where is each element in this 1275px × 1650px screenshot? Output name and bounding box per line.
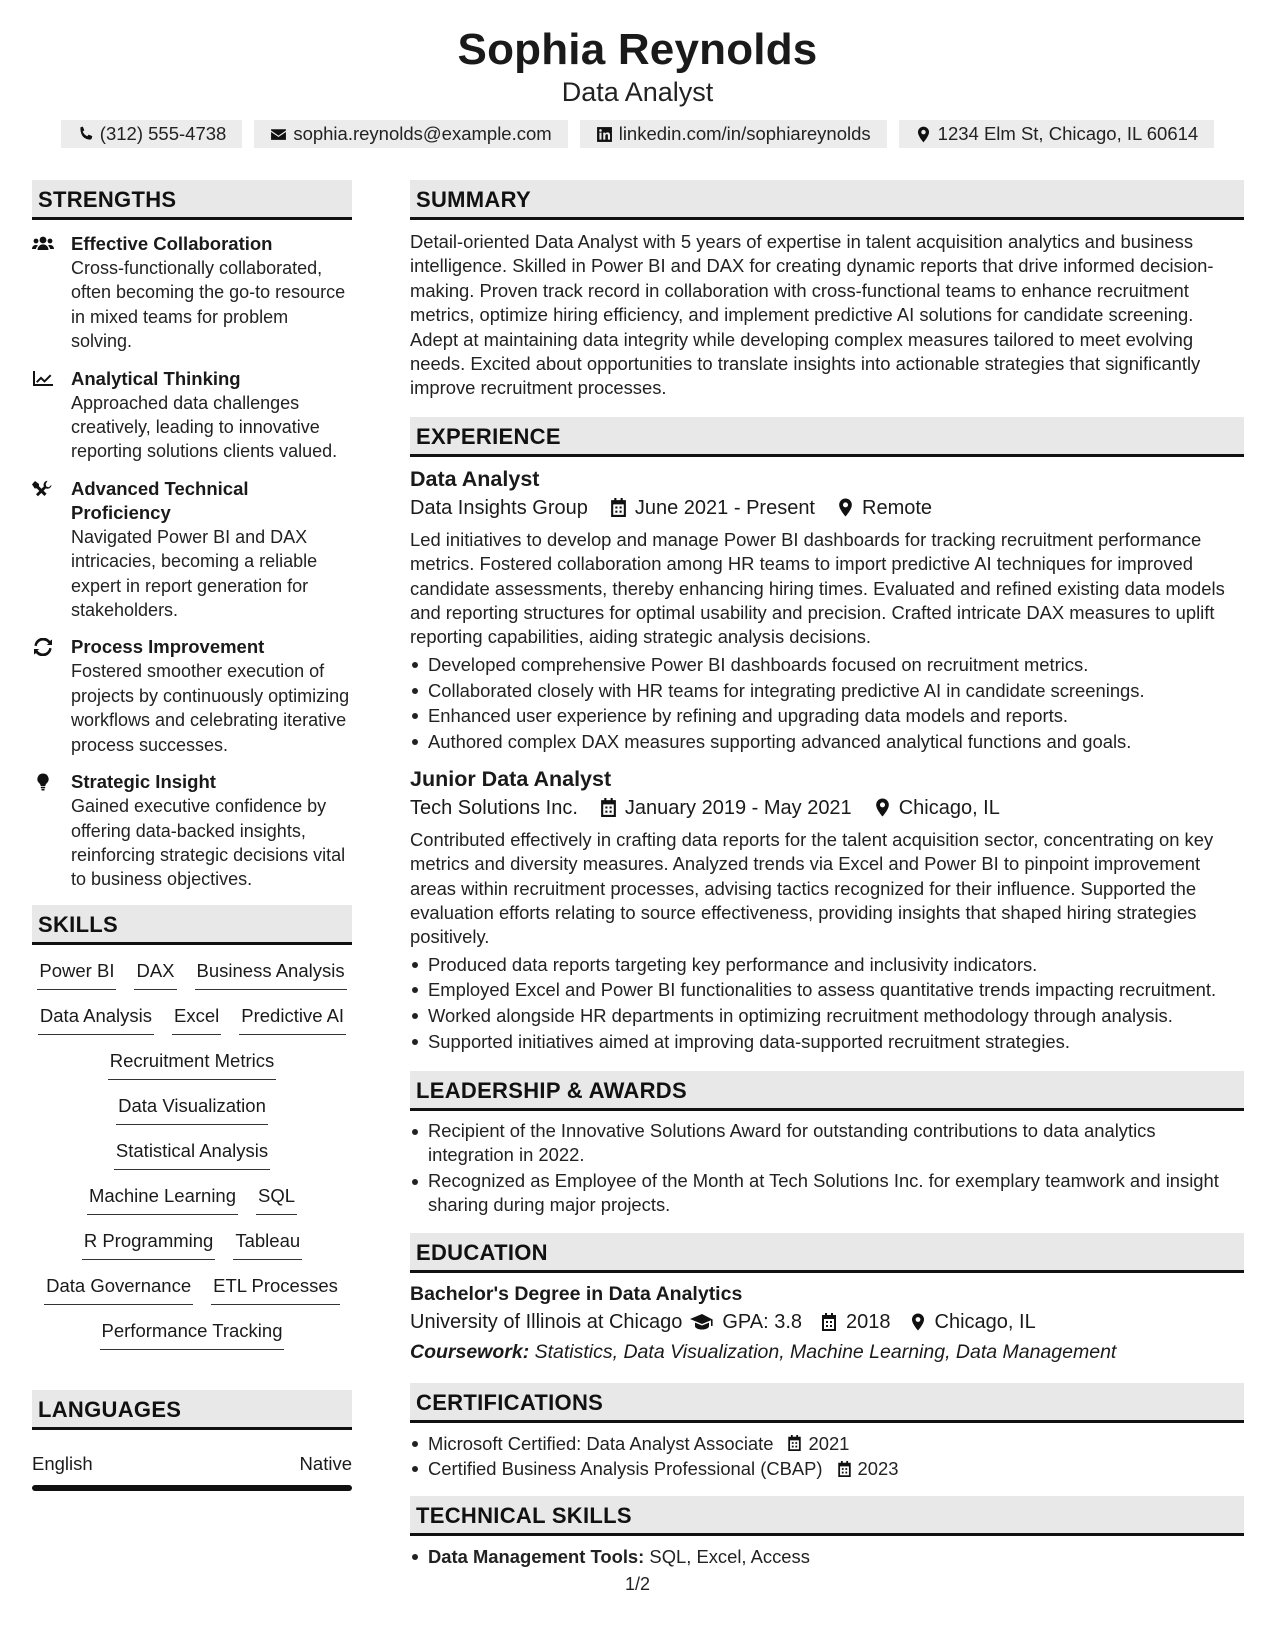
skills-list — [32, 959, 352, 1364]
strength-title: Process Improvement — [71, 636, 265, 658]
technical-skills-heading: TECHNICAL SKILLS — [410, 1496, 1244, 1536]
candidate-name: Sophia Reynolds — [457, 25, 818, 74]
cert-name: Microsoft Certified: Data Analyst Associate — [428, 1432, 774, 1454]
phone-icon — [77, 126, 94, 143]
contact-email[interactable] — [254, 120, 567, 148]
experience-heading: EXPERIENCE — [410, 417, 1244, 457]
job-company: Data Insights Group — [410, 496, 588, 519]
strength-desc: Fostered smoother execution of projects by continuously optimizing workflows and celebrating iterative process successes. — [71, 661, 350, 755]
technical-skills-list — [410, 1544, 1244, 1570]
list-item — [410, 1431, 1244, 1457]
job-entry — [410, 765, 1244, 1055]
skill-tag: Performance Tracking — [100, 1319, 285, 1350]
strength-item — [32, 477, 352, 623]
left-column — [32, 180, 352, 1491]
contact-address — [899, 120, 1215, 148]
map-marker-icon — [837, 498, 854, 517]
job-description: Contributed effectively in crafting data reports for the talent acquisition sector, concentrating on key metrics and diversity measures. Analyzed trends via Excel and Power BI to pinpoint improvement areas within recruitment processes, advising tactics recognized for their influence. Supported the evaluation efforts relating to source effectiveness, providing insights that shaped hiring strategies positively. — [410, 828, 1214, 948]
skill-tag: Data Governance — [44, 1274, 193, 1305]
list-item — [410, 1456, 1244, 1482]
list-item: Produced data reports targeting key performance and inclusivity indicators. — [410, 952, 1244, 978]
linkedin-text: linkedin.com/in/sophiareynolds — [618, 123, 871, 144]
cert-year: 2021 — [808, 1432, 850, 1454]
certifications-heading: CERTIFICATIONS — [410, 1383, 1244, 1423]
certifications-list — [410, 1431, 1244, 1482]
skill-row — [32, 959, 352, 1004]
job-bullets — [410, 652, 1244, 755]
language-level: Native — [299, 1452, 352, 1474]
list-item: Supported initiatives aimed at improving data-supported recruitment strategies. — [410, 1029, 1244, 1055]
list-item — [410, 1544, 1244, 1570]
summary-heading: SUMMARY — [410, 180, 1244, 220]
skill-tag: Data Analysis — [38, 1004, 154, 1035]
email-text: sophia.reynolds@example.com — [293, 123, 552, 144]
school-location: Chicago, IL — [934, 1310, 1036, 1333]
strength-desc: Approached data challenges creatively, leading to innovative reporting solutions clients valued. — [71, 392, 338, 462]
strength-item — [32, 367, 352, 464]
job-meta — [410, 493, 1244, 523]
map-marker-icon — [874, 798, 891, 817]
school-name: University of Illinois at Chicago — [410, 1310, 683, 1333]
list-item: Authored complex DAX measures supporting advanced analytical functions and goals. — [410, 729, 1244, 755]
skill-row — [32, 1139, 352, 1184]
cert-year: 2023 — [857, 1458, 899, 1480]
skill-tag: SQL — [256, 1184, 297, 1215]
skill-tag: ETL Processes — [211, 1274, 340, 1305]
job-company: Tech Solutions Inc. — [410, 796, 578, 819]
leadership-list — [410, 1119, 1244, 1217]
envelope-icon — [270, 126, 287, 143]
skills-heading: SKILLS — [32, 905, 352, 945]
education-meta — [410, 1307, 1244, 1337]
job-description: Led initiatives to develop and manage Power BI dashboards for tracking recruitment performance metrics. Fostered collaboration among HR teams to import predictive AI techniques for improved candidate assessments, thereby enhancing hiring times. Evaluated and refined existing data models and reporting structures for optimal usability and precision. Crafted intricate DAX measures to uplift reporting capabilities, aiding strategic analysis decisions. — [410, 528, 1225, 648]
strengths-list — [32, 232, 352, 892]
linkedin-icon — [596, 126, 613, 143]
strength-item — [32, 770, 352, 892]
page-number: 1/2 — [624, 1574, 651, 1594]
strength-title: Strategic Insight — [71, 771, 216, 793]
education-heading: EDUCATION — [410, 1233, 1244, 1273]
list-item: Worked alongside HR departments in optimizing recruitment methodology through analysis. — [410, 1003, 1244, 1029]
strengths-heading: STRENGTHS — [32, 180, 352, 220]
skill-tag: R Programming — [82, 1229, 216, 1260]
job-location: Remote — [862, 496, 933, 519]
contact-bar — [0, 120, 1275, 148]
list-item: Collaborated closely with HR teams for integrating predictive AI in candidate screenings. — [410, 678, 1244, 704]
skill-tag: Predictive AI — [239, 1004, 346, 1035]
strength-desc: Cross-functionally collaborated, often becoming the go-to resource in mixed teams for problem solving. — [71, 258, 346, 352]
contact-linkedin[interactable] — [580, 120, 887, 148]
skill-tag: DAX — [134, 959, 176, 990]
languages-heading: LANGUAGES — [32, 1390, 352, 1430]
graduation-cap-icon — [690, 1313, 714, 1331]
skill-tag: Excel — [172, 1004, 221, 1035]
leadership-heading: LEADERSHIP & AWARDS — [410, 1071, 1244, 1111]
calendar-icon — [610, 498, 627, 517]
skill-tag: Power BI — [37, 959, 116, 990]
language-item — [32, 1452, 352, 1476]
candidate-title: Data Analyst — [561, 77, 714, 107]
job-meta — [410, 793, 1244, 823]
degree-title: Bachelor's Degree in Data Analytics — [410, 1282, 743, 1305]
skill-row — [32, 1049, 352, 1094]
strength-desc: Gained executive confidence by offering data-backed insights, reinforcing strategic decisions vital to business objectives. — [71, 796, 346, 890]
skill-row — [32, 1274, 352, 1319]
coursework-line — [410, 1337, 1244, 1367]
summary-text: Detail-oriented Data Analyst with 5 years of expertise in talent acquisition analytics and business intelligence. Skilled in Power BI and DAX for creating dynamic reports that drive informed decision-making. Proven track record in collaboration with cross-functional teams to enhance recruitment metrics, optimize hiring efficiency, and implement predictive AI solutions for candidate screening. Adept at maintaining data integrity while developing complex measures tailored to meet evolving needs. Excited about opportunities to translate insights into actionable strategies that significantly improve recruitment processes. — [410, 231, 1214, 399]
skill-tag: Business Analysis — [195, 959, 347, 990]
graduation-year: 2018 — [846, 1310, 891, 1333]
language-proficiency-bar — [32, 1485, 352, 1491]
map-marker-icon — [915, 126, 932, 143]
sync-icon — [32, 638, 54, 656]
contact-phone[interactable] — [61, 120, 243, 148]
chart-line-icon — [32, 370, 54, 388]
strength-title: Effective Collaboration — [71, 233, 273, 254]
calendar-icon — [787, 1435, 802, 1451]
skill-row — [32, 1229, 352, 1274]
skill-row — [32, 1004, 352, 1049]
resume-header — [0, 24, 1275, 148]
address-text: 1234 Elm St, Chicago, IL 60614 — [937, 123, 1199, 144]
calendar-icon — [600, 798, 617, 817]
tech-skill-label: Data Management Tools: — [428, 1545, 645, 1567]
job-title: Data Analyst — [410, 466, 540, 491]
language-name: English — [32, 1452, 93, 1474]
skill-tag: Recruitment Metrics — [108, 1049, 276, 1080]
lightbulb-icon — [32, 773, 54, 791]
list-item: Developed comprehensive Power BI dashboards focused on recruitment metrics. — [410, 652, 1244, 678]
skill-row — [32, 1094, 352, 1139]
coursework-label: Coursework: — [410, 1340, 530, 1363]
skill-tag: Statistical Analysis — [114, 1139, 270, 1170]
list-item: Employed Excel and Power BI functionalities to assess quantitative trends impacting recruitment. — [410, 977, 1244, 1003]
strength-desc: Navigated Power BI and DAX intricacies, becoming a reliable expert in report generation for stakeholders. — [71, 526, 318, 621]
right-column — [410, 180, 1244, 1570]
list-item: Enhanced user experience by refining and upgrading data models and reports. — [410, 703, 1244, 729]
skill-tag: Data Visualization — [116, 1094, 268, 1125]
calendar-icon — [837, 1461, 852, 1477]
skill-row — [32, 1184, 352, 1229]
job-entry — [410, 465, 1244, 755]
job-dates: June 2021 - Present — [634, 496, 815, 519]
map-marker-icon — [909, 1313, 927, 1331]
skill-row — [32, 1319, 352, 1364]
coursework-text: Statistics, Data Visualization, Machine Learning, Data Management — [534, 1340, 1117, 1363]
strength-title: Analytical Thinking — [71, 367, 241, 389]
strength-item — [32, 232, 352, 354]
strength-item — [32, 635, 352, 757]
users-icon — [32, 235, 54, 253]
job-title: Junior Data Analyst — [410, 766, 612, 791]
job-location: Chicago, IL — [898, 796, 1000, 819]
strength-title: Advanced Technical Proficiency — [71, 477, 249, 523]
tech-skill-value: SQL, Excel, Access — [649, 1545, 810, 1567]
calendar-icon — [820, 1313, 838, 1331]
skill-tag: Tableau — [233, 1229, 302, 1260]
list-item: Recipient of the Innovative Solutions Award for outstanding contributions to data analytics integration in 2022. — [410, 1119, 1244, 1167]
skill-tag: Machine Learning — [87, 1184, 238, 1215]
cert-name: Certified Business Analysis Professional (CBAP) — [428, 1458, 823, 1480]
gpa-text: GPA: 3.8 — [722, 1310, 803, 1333]
phone-text: (312) 555-4738 — [99, 123, 227, 144]
list-item: Recognized as Employee of the Month at Tech Solutions Inc. for exemplary teamwork and insight sharing during major projects. — [410, 1169, 1244, 1217]
tools-icon — [32, 480, 54, 498]
job-dates: January 2019 - May 2021 — [624, 796, 852, 819]
job-bullets — [410, 952, 1244, 1055]
